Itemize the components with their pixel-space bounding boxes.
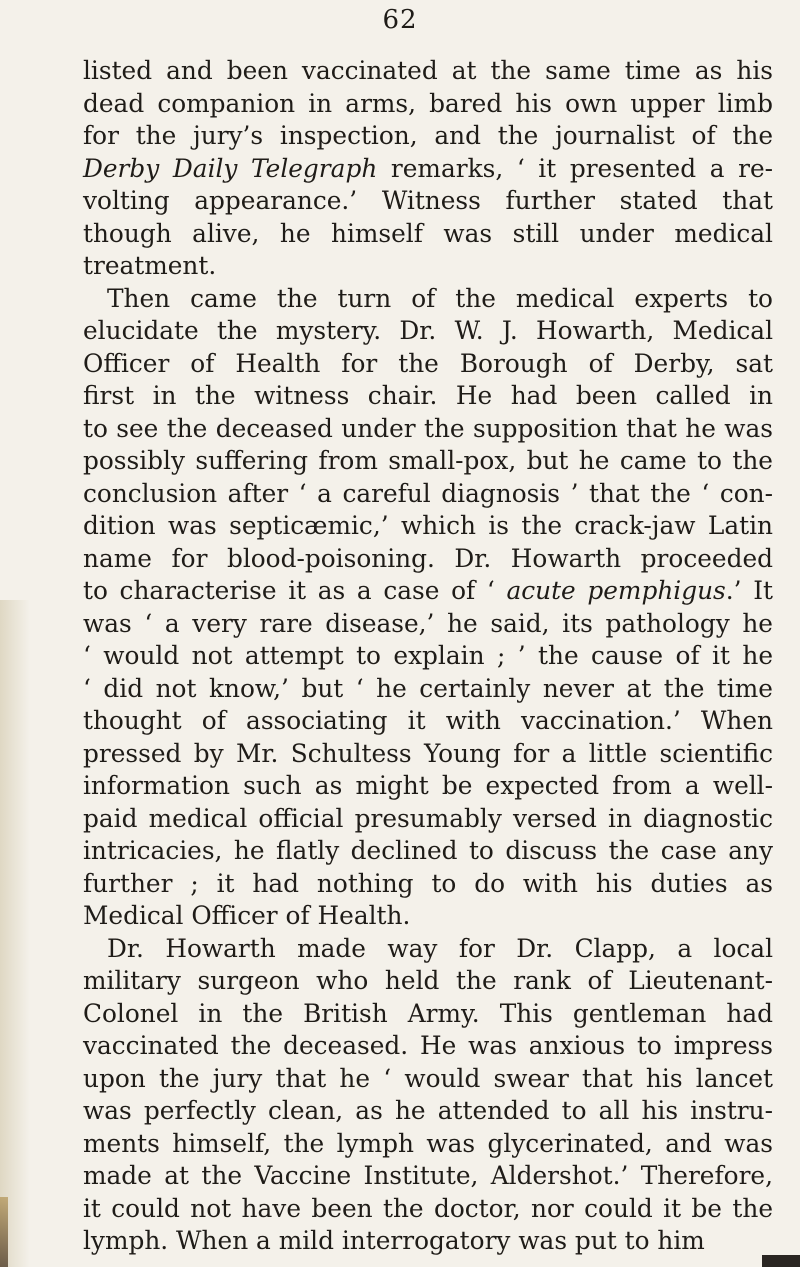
text-line: listed and been vaccinated at the same time as his	[83, 56, 773, 85]
text-line: Then came the turn of the medical experts to	[107, 283, 773, 313]
text-line: upon the jury that he ‘ would swear that his lancet	[83, 1063, 773, 1093]
text-line: dead companion in arms, bared his own upper limb	[83, 88, 773, 118]
text-line: for the jury’s inspection, and the journalist of the	[83, 121, 773, 150]
text-line: first in the witness chair. He had been called in	[83, 381, 773, 410]
text-line: it could not have been the doctor, nor could it be the	[83, 1193, 773, 1223]
corner-mark	[762, 1255, 800, 1267]
text-line: ‘ would not attempt to explain ; ’ the cause of it he	[83, 641, 773, 670]
text-segment: to characterise it as a case of ‘	[83, 576, 507, 605]
text-line: lymph. When a mild interrogatory was put to him	[83, 1226, 705, 1255]
text-line: to see the deceased under the supposition that he was	[83, 413, 773, 443]
text-segment: remarks, ‘ it presented a re-	[377, 153, 774, 183]
text-line: Dr. Howarth made way for Dr. Clapp, a local	[107, 933, 773, 963]
text-line	[83, 575, 773, 608]
binding-shadow	[0, 600, 30, 1267]
page-edge-mark	[0, 1197, 8, 1267]
text-line: Colonel in the British Army. This gentleman had	[83, 998, 773, 1028]
text-line: Medical Officer of Health.	[83, 901, 411, 930]
text-line: treatment.	[83, 251, 217, 280]
text-line: information such as might be expected from a well-	[83, 771, 773, 800]
text-line: military surgeon who held the rank of Lieutenant-	[83, 966, 773, 995]
text-line: ments himself, the lymph was glycerinated, and was	[83, 1128, 773, 1158]
text-line	[83, 153, 773, 186]
text-line: paid medical official presumably versed in diagnostic	[83, 803, 773, 833]
text-line: was perfectly clean, as he attended to all his instru-	[83, 1096, 773, 1125]
text-line: ‘ did not know,’ but ‘ he certainly never at the time	[83, 673, 773, 703]
text-line: vaccinated the deceased. He was anxious to impress	[83, 1031, 773, 1060]
text-line: Officer of Health for the Borough of Derby, sat	[83, 348, 773, 378]
text-line: name for blood-poisoning. Dr. Howarth proceeded	[83, 543, 773, 573]
text-line: volting appearance.’ Witness further stated that	[83, 186, 773, 215]
italic-text: acute pemphigus	[506, 576, 726, 605]
text-line: made at the Vaccine Institute, Aldershot.’ Therefore,	[83, 1161, 773, 1190]
italic-text: Derby Daily Telegraph	[83, 153, 378, 183]
text-line: though alive, he himself was still under medical	[83, 218, 773, 248]
text-line: intricacies, he flatly declined to discuss the case any	[83, 836, 773, 865]
text-line: thought of associating it with vaccination.’ When	[83, 706, 773, 735]
text-line: further ; it had nothing to do with his duties as	[83, 868, 773, 898]
text-line: pressed by Mr. Schultess Young for a little scientific	[83, 738, 773, 768]
text-segment: .’ It	[725, 576, 773, 605]
text-line: possibly suffering from small-pox, but he came to the	[83, 446, 773, 475]
text-line: elucidate the mystery. Dr. W. J. Howarth, Medical	[83, 316, 773, 345]
page-number: 62	[382, 5, 418, 35]
text-line: dition was septicæmic,’ which is the crack-jaw Latin	[83, 511, 773, 540]
body-text	[83, 55, 773, 1258]
text-line: conclusion after ‘ a careful diagnosis ’ that the ‘ con-	[83, 478, 773, 508]
text-line: was ‘ a very rare disease,’ he said, its pathology he	[83, 608, 773, 638]
